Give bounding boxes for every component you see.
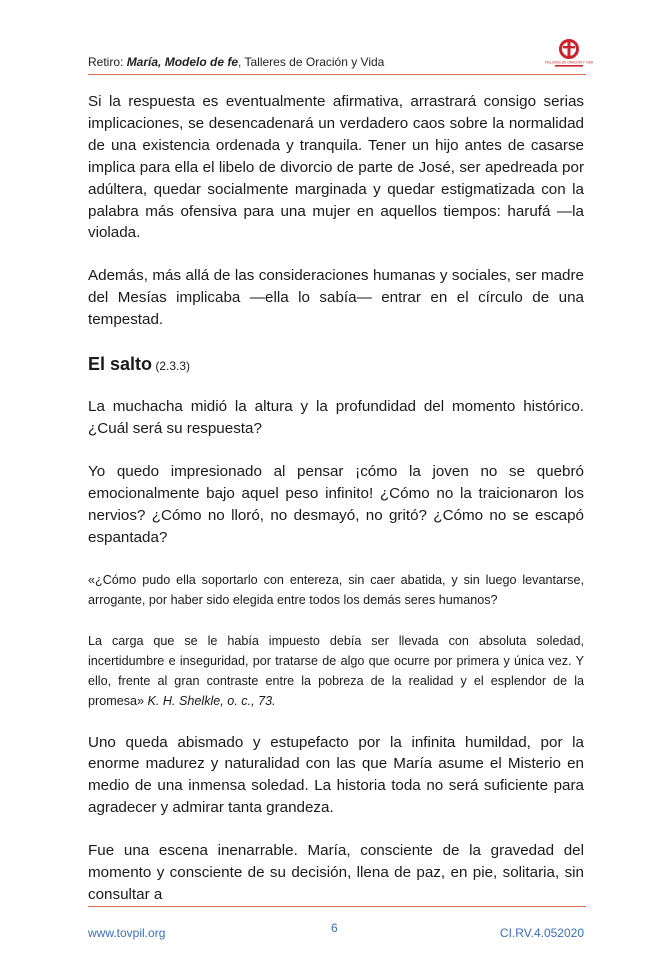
paragraph-1: Si la respuesta es eventualmente afirmativa, arrastrará consigo serias implicaciones, se desencadenará un verdadero caos sobre la normalidad de una existencia ordenada y tranquila. Tener un hijo antes de casarse implica para ella el libelo de divorcio de parte de José, ser apedreada por adúltera, quedar socialmente marginada y quedar estigmatizada con la palabra más ofensiva para una mujer en aquellos tiempos: harufá —la violada. bbox=[88, 93, 584, 242]
heading-text: El salto bbox=[88, 354, 153, 375]
page-number: 6 bbox=[331, 921, 338, 935]
header-title: María, Modelo de fe bbox=[126, 55, 239, 69]
quote-2 bbox=[88, 631, 584, 711]
paragraph-2: Además, más allá de las consideraciones humanas y sociales, ser madre del Mesías implicaba —ella lo sabía— entrar en el círculo de una tempestad. bbox=[88, 267, 584, 329]
quote-citation: K. H. Shelkle, o. c., 73. bbox=[147, 693, 276, 708]
header-prefix: Retiro: bbox=[88, 55, 127, 69]
header-suffix: , Talleres de Oración y Vida bbox=[238, 55, 385, 69]
section-heading bbox=[88, 352, 584, 378]
page-header bbox=[88, 55, 584, 75]
paragraph-4: Yo quedo impresionado al pensar ¡cómo la joven no se quebró emocionalmente bajo aquel peso infinito! ¿Cómo no la traicionaron los nervios? ¿Cómo no lloró, no desmayó, no gritó? ¿Cómo no se escapó espantada? bbox=[88, 462, 584, 546]
footer-url-link[interactable]: www.tovpil.org bbox=[88, 926, 166, 940]
footer-divider bbox=[88, 906, 586, 907]
document-code: CI.RV.4.052020 bbox=[499, 926, 584, 940]
quote-2-text: La carga que se le había impuesto debía ser llevada con absoluta soledad, incertidumbre e inseguridad, por tratarse de algo que ocurre por primera y única vez. Y ello, frente al gran contraste entre la pobreza de la realidad y el esplendor de la promesa» bbox=[88, 633, 584, 708]
paragraph-5: Uno queda abismado y estupefacto por la infinita humildad, por la enorme madurez y naturalidad con las que María asume el Misterio en medio de una inmensa soledad. La historia toda no será suficiente para agradecer y admirar tanta grandeza. bbox=[88, 733, 584, 817]
quote-1: «¿Cómo pudo ella soportarlo con entereza, sin caer abatida, y sin luego levantarse, arrogante, por haber sido elegida entre todos los demás seres humanos? bbox=[88, 572, 584, 607]
logo-icon bbox=[544, 38, 594, 68]
header-divider bbox=[88, 74, 586, 75]
paragraph-3: La muchacha midió la altura y la profundidad del momento histórico. ¿Cuál será su respuesta? bbox=[88, 398, 584, 437]
main-content bbox=[88, 91, 584, 906]
paragraph-6: Fue una escena inenarrable. María, consciente de la gravedad del momento y consciente de su decisión, llena de paz, en pie, solitaria, sin consultar a bbox=[88, 842, 584, 903]
heading-ref: (2.3.3) bbox=[152, 359, 191, 374]
logo-text: TALLERES DE ORACIÓN Y VIDA bbox=[544, 60, 594, 65]
